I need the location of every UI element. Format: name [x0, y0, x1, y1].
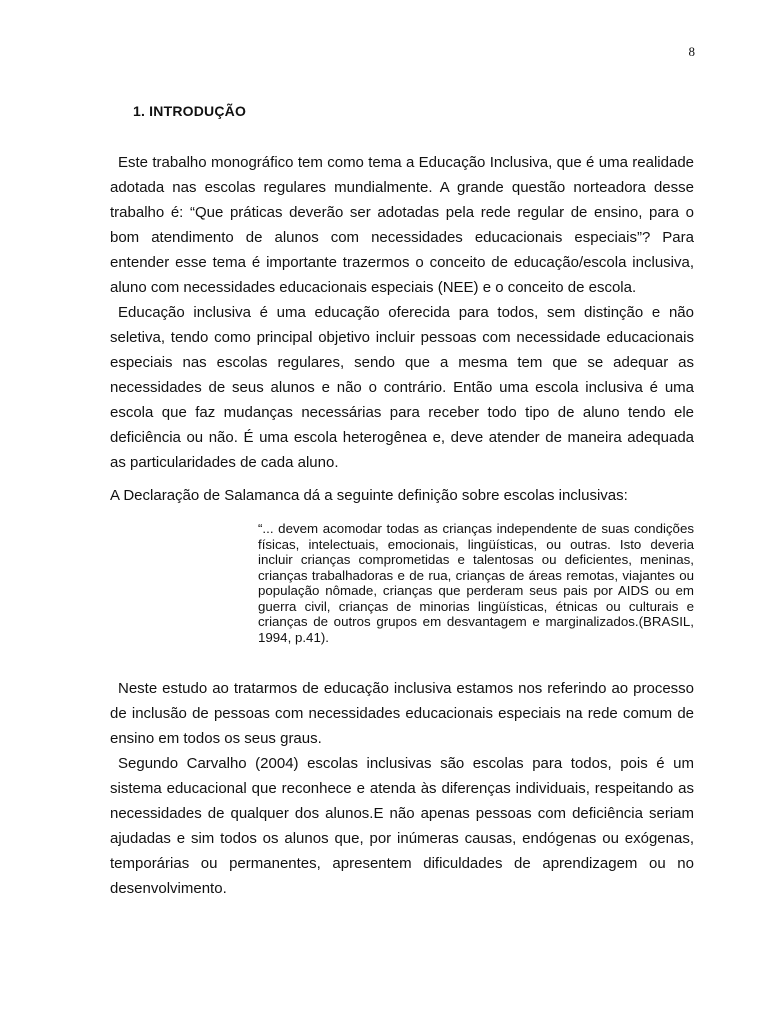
- paragraph-study: Neste estudo ao tratarmos de educação inclusiva estamos nos referindo ao processo de inclusão de pessoas com necessidades educacionais especiais na rede comum de ensino em todos os seus graus.: [110, 680, 694, 747]
- section-heading: 1. INTRODUÇÃO: [133, 103, 247, 119]
- paragraph-inclusive-education: Educação inclusiva é uma educação oferecida para todos, sem distinção e não seletiva, tendo como principal objetivo incluir pessoas com necessidade educacionais especiais nas escolas regulares, sendo que a mesma tem que se adequar as necessidades de seus alunos e não o contrário. Então uma escola inclusiva é uma escola que faz mudanças necessárias para receber todo tipo de aluno tendo ele deficiência ou não. É uma escola heterogênea e, deve atender de maneira adequada as particularidades de cada aluno.: [110, 304, 694, 471]
- paragraph-salamanca: A Declaração de Salamanca dá a seguinte definição sobre escolas inclusivas:: [110, 487, 628, 504]
- paragraph-intro: Este trabalho monográfico tem como tema a Educação Inclusiva, que é uma realidade adotada nas escolas regulares mundialmente. A grande questão norteadora desse trabalho é: “Que práticas deverão ser adotadas pela rede regular de ensino, para o bom atendimento de alunos com necessidades educacionais especiais”? Para entender esse tema é importante trazermos o conceito de educação/escola inclusiva, aluno com necessidades educacionais especiais (NEE) e o conceito de escola.: [110, 154, 694, 296]
- block-quote: “... devem acomodar todas as crianças independente de suas condições físicas, intelectuais, emocionais, lingüísticas, ou outras. Isto deveria incluir crianças comprometidas e talentosas ou deficientes, meninas, crianças trabalhadoras e de rua, crianças de áreas remotas, viajantes ou população nômade, crianças que perderam seus pais por AIDS ou em guerra civil, crianças de minorias lingüísticas, étnicas ou culturais e crianças de outros grupos em desvantagem e marginalizados.(BRASIL, 1994, p.41).: [258, 521, 694, 645]
- document-body: [110, 150, 694, 901]
- paragraph-carvalho: Segundo Carvalho (2004) escolas inclusivas são escolas para todos, pois é um sistema educacional que reconhece e atenda às diferenças individuais, respeitando as necessidades de qualquer dos alunos.E não apenas pessoas com deficiência seriam ajudadas e sim todos os alunos que, por inúmeras causas, endógenas ou exógenas, temporárias ou permanentes, apresentem dificuldades de aprendizagem ou no desenvolvimento.: [110, 755, 694, 897]
- page-number: 8: [688, 44, 695, 59]
